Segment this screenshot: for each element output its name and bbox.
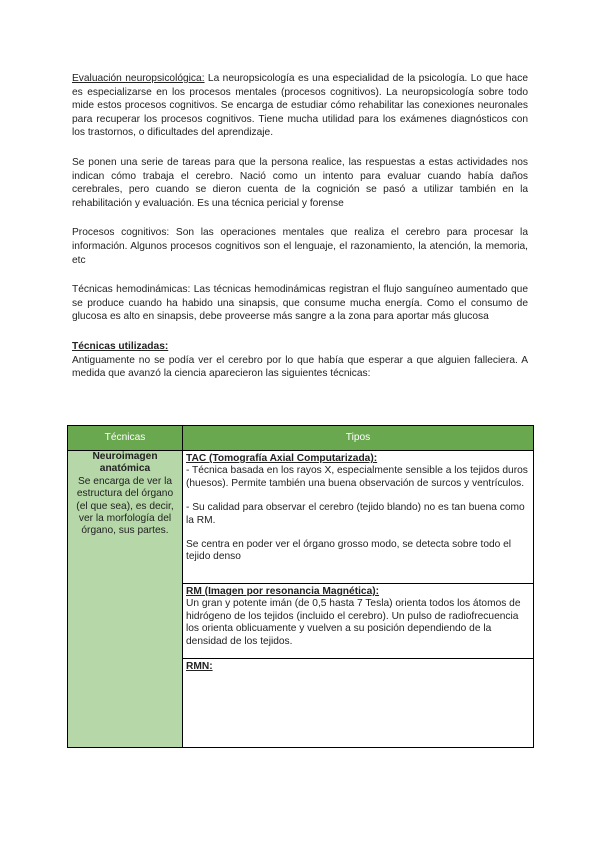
paragraph-tareas: Se ponen una serie de tareas para que la persona realice, las respuestas a estas actividades nos indican cómo trabaja el cerebro. Nació como un intento para evaluar cuando había daños cerebrales, pero cuando se dieron cuenta de la cognición se pasó a utilizar también en la rehabilitación y evaluación. Es una técnica pericial y forense bbox=[72, 156, 528, 209]
tac-line-3: Se centra en poder ver el órgano grosso modo, se detecta sobre todo el tejido denso bbox=[186, 539, 512, 563]
tac-line-1: - Técnica basada en los rayos X, especialmente sensible a los tejidos duros (huesos). Permite también una buena observación de surcos y ventrículos. bbox=[186, 465, 528, 489]
technique-cell bbox=[68, 451, 183, 748]
table-row bbox=[68, 451, 534, 584]
section-heading-tecnicas: Técnicas utilizadas: bbox=[72, 340, 169, 352]
rmn-cell bbox=[183, 659, 534, 748]
paragraph-evaluacion bbox=[72, 72, 528, 140]
technique-title: Neuroimagen anatómica bbox=[92, 451, 158, 475]
paragraph-tecnicas: Antiguamente no se podía ver el cerebro por lo que había que esperar a que alguien falleciera. A medida que avanzó la ciencia aparecieron las siguientes técnicas: bbox=[72, 354, 528, 380]
rm-title: RM (Imagen por resonancia Magnética): bbox=[186, 586, 380, 597]
rm-cell bbox=[183, 584, 534, 659]
term-evaluacion: Evaluación neuropsicológica: bbox=[72, 73, 205, 84]
paragraph-procesos: Procesos cognitivos: Son las operaciones mentales que realiza el cerebro para procesar la información. Algunos procesos cognitivos son el lenguaje, el razonamiento, la atención, la memoria, etc bbox=[72, 227, 528, 266]
tac-cell bbox=[183, 451, 534, 584]
table-header-row bbox=[68, 426, 534, 451]
document-body bbox=[72, 72, 528, 381]
evaluacion-text: La neuropsicología es una especialidad de la psicología. Lo que hace es especializarse en los procesos mentales (procesos cognitivos). La neuropsicología sobre todo mide estos procesos cognitivos. Se encarga de estudiar cómo rehabilitar las conexiones neuronales para recuperar los procesos cognitivos. Tiene mucha utilidad para los exámenes diagnósticos con los trastornos, o dificultades del aprendizaje. bbox=[72, 73, 528, 139]
paragraph-hemodinamicas: Técnicas hemodinámicas: Las técnicas hemodinámicas registran el flujo sanguíneo aumentado que se produce cuando ha habido una sinapsis, que consume mucha energía. Como el consumo de glucosa es alto en sinapsis, debe proveerse más sangre a la zona para aportar más glucosa bbox=[72, 284, 528, 323]
rmn-title: RMN: bbox=[186, 661, 213, 672]
header-tecnicas: Técnicas bbox=[68, 426, 183, 451]
techniques-table bbox=[67, 425, 534, 748]
header-tipos: Tipos bbox=[183, 426, 534, 451]
technique-description: Se encarga de ver la estructura del órgano (el que sea), es decir, ver la morfología del órgano, sus partes. bbox=[76, 475, 174, 537]
tac-line-2: - Su calidad para observar el cerebro (tejido blando) no es tan buena como la RM. bbox=[186, 502, 525, 526]
tac-title: TAC (Tomografía Axial Computarizada): bbox=[186, 453, 378, 464]
rm-text: Un gran y potente imán (de 0,5 hasta 7 Tesla) orienta todos los átomos de hidrógeno de los tejidos (incluido el cerebro). Un pulso de radiofrecuencia los orienta oblicuamente y vuelven a su posición dependiendo de la densidad de los tejidos. bbox=[186, 598, 521, 647]
